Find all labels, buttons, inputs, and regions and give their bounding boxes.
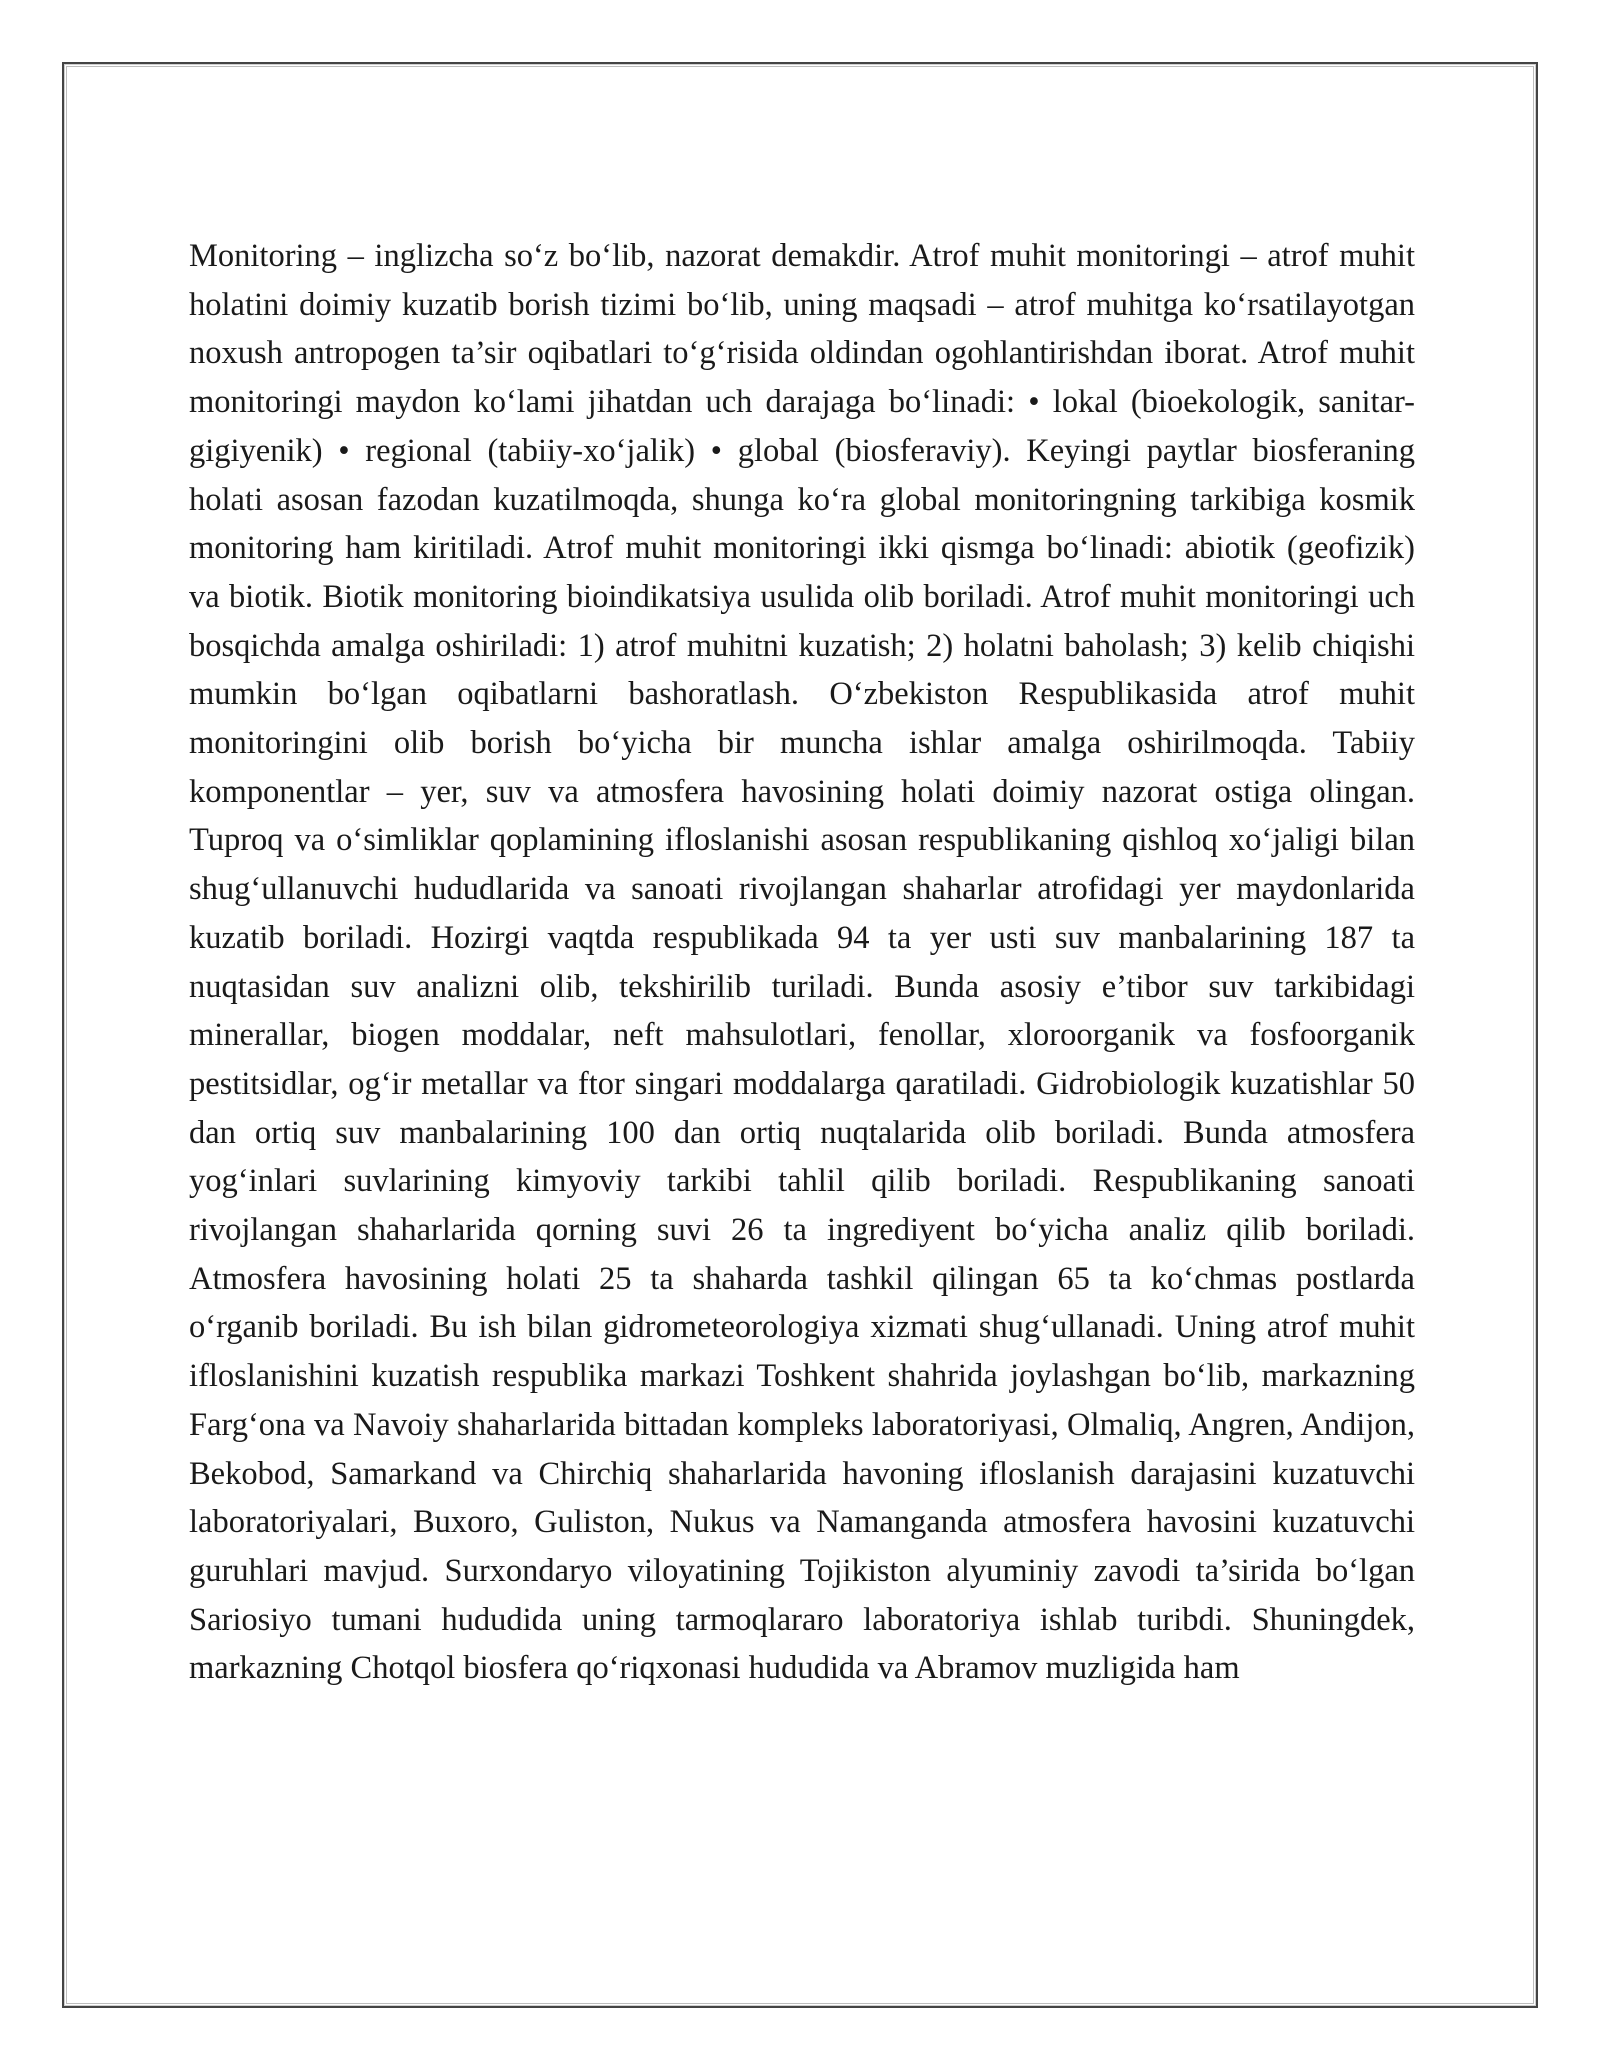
body-paragraph: Monitoring – inglizcha so‘z bo‘lib, nazorat demakdir. Atrof muhit monitoringi – atrof muhit holatini doimiy kuzatib borish tizimi bo‘lib, uning maqsadi – atrof muhitga ko‘rsatilayotgan noxush antropogen ta’sir oqibatlari to‘g‘risida oldindan ogohlantirishdan iborat. Atrof muhit monitoringi maydon ko‘lami jihatdan uch darajaga bo‘linadi: • lokal (bioekologik, sanitar-gigiyenik) • regional (tabiiy-xo‘jalik) • global (biosferaviy). Keyingi paytlar biosferaning holati asosan fazodan kuzatilmoqda, shunga ko‘ra global monitoringning tarkibiga kosmik monitoring ham kiritiladi. Atrof muhit monitoringi ikki qismga bo‘linadi: abiotik (geofizik) va biotik. Biotik monitoring bioindikatsiya usulida olib boriladi. Atrof muhit monitoringi uch bosqichda amalga oshiriladi: 1) atrof muhitni kuzatish; 2) holatni baholash; 3) kelib chiqishi mumkin bo‘lgan oqibatlarni bashoratlash. O‘zbekiston Respublikasida atrof muhit monitoringini olib borish bo‘yicha bir muncha ishlar amalga oshirilmoqda. Tabiiy komponentlar – yer, suv va atmosfera havosining holati doimiy nazorat ostiga olingan. Tuproq va o‘simliklar qoplamining ifloslanishi asosan respublikaning qishloq xo‘jaligi bilan shug‘ullanuvchi hududlarida va sanoati rivojlangan shaharlar atrofidagi yer maydonlarida kuzatib boriladi. Hozirgi vaqtda respublikada 94 ta yer usti suv manbalarining 187 ta nuqtasidan suv analizni olib, tekshirilib turiladi. Bunda asosiy e’tibor suv tarkibidagi minerallar, biogen moddalar, neft mahsulotlari, fenollar, xloroorganik va fosfoorganik pestitsidlar, og‘ir metallar va ftor singari moddalarga qaratiladi. Gidrobiologik kuzatishlar 50 dan ortiq suv manbalarining 100 dan ortiq nuqtalarida olib boriladi. Bunda atmosfera yog‘inlari suvlarining kimyoviy tarkibi tahlil qilib boriladi. Respublikaning sanoati rivojlangan shaharlarida qorning suvi 26 ta ingrediyent bo‘yicha analiz qilib boriladi. Atmosfera havosining holati 25 ta shaharda tashkil qilingan 65 ta ko‘chmas postlarda o‘rganib boriladi. Bu ish bilan gidrometeorologiya xizmati shug‘ullanadi. Uning atrof muhit ifloslanishini kuzatish respublika markazi Toshkent shahrida joylashgan bo‘lib, markazning Farg‘ona va Navoiy shaharlarida bittadan kompleks laboratoriyasi, Olmaliq, Angren, Andijon, Bekobod, Samarkand va Chirchiq shaharlarida havoning ifloslanish darajasini kuzatuvchi laboratoriyalari, Buxoro, Guliston, Nukus va Namanganda atmosfera havosini kuzatuvchi guruhlari mavjud. Surxondaryo viloyatining Tojikiston alyuminiy zavodi ta’sirida bo‘lgan Sariosiyo tumani hududida uning tarmoqlararo laboratoriya ishlab turibdi. Shuningdek, markazning Chotqol biosfera qo‘riqxonasi hududida va Abramov muzligida ham xyxy=(189,238,1415,1687)
